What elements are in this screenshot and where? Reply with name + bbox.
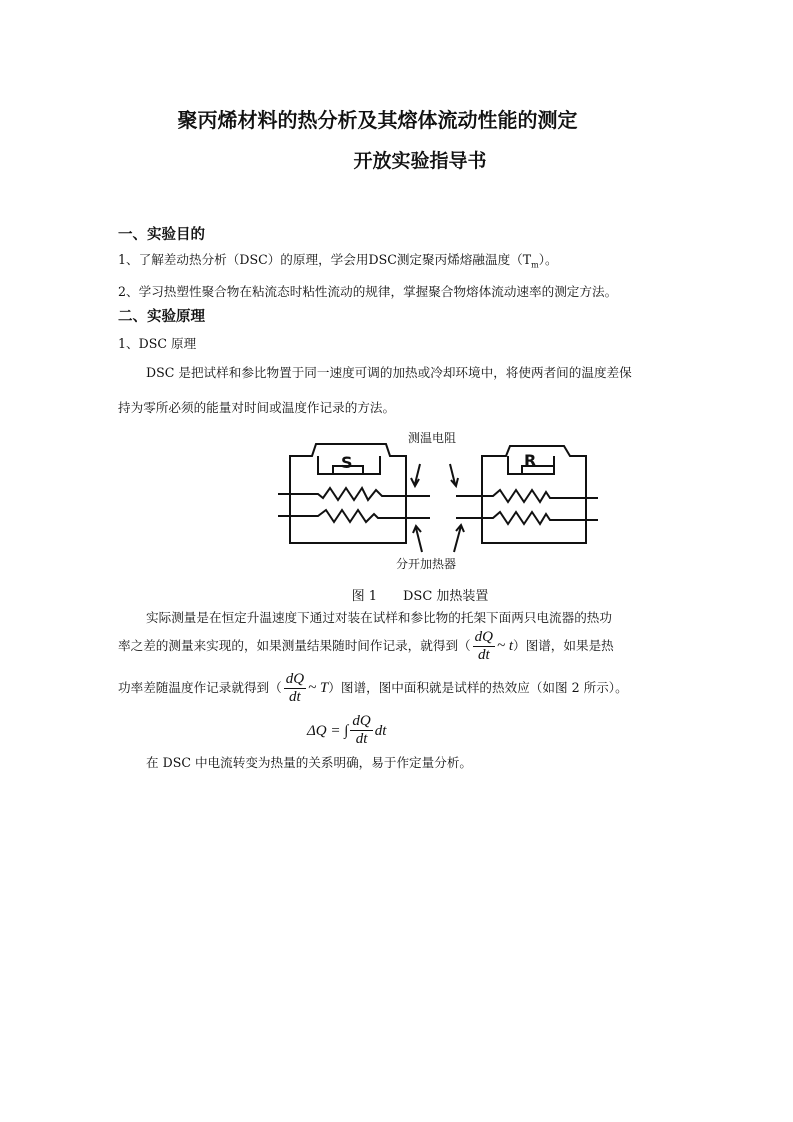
arrow-icon [454,525,464,552]
text: 功率差随温度作记录就得到（ [118,680,282,695]
title-line1: 聚丙烯材料的热分析及其熔体流动性能的测定 [177,108,578,132]
label-thermistor: 测温电阻 [408,431,457,445]
label-r: R [524,451,537,470]
text: 率之差的测量来实现的，如果测量结果随时间作记录，就得到（ [118,638,471,653]
figure-caption: 图 1 DSC 加热装置 [351,589,489,604]
subscript: m [531,260,539,270]
heater-coil [278,510,430,522]
section-heading-2: 二、实验原理 [118,309,205,325]
heater-coil [456,490,598,502]
math: dt [374,723,387,739]
den: dt [477,647,490,663]
heater-coil [456,512,598,524]
heater-coil [278,488,430,500]
objective-1-text: 1、了解差动热分析（DSC）的原理，学会用DSC测定聚丙烯熔融温度（T [118,252,532,267]
math: ΔQ = ∫ [307,723,349,739]
math: ~ T [308,680,329,696]
paragraph-line: 持为零所必须的能量对时间或温度作记录的方法。 [118,400,396,415]
objective-1 [118,249,558,270]
text: ）图谱，如果是热 [513,638,614,653]
paragraph-line: 实际测量是在恒定升温速度下通过对装在试样和参比物的托架下面两只电流器的热功 [146,610,612,625]
paragraph-line: DSC 是把试样和参比物置于同一速度可调的加热或冷却环境中，将使两者间的温度差保 [146,365,632,380]
fraction [473,629,495,664]
fraction [350,713,372,748]
math: ~ t [496,638,514,654]
paragraph-line [118,670,628,706]
subheading-dsc: 1、DSC 原理 [118,336,197,351]
section-heading-1: 一、实验目的 [118,227,205,243]
equation [307,712,386,749]
objective-1-end: ）。 [538,252,558,267]
num: dQ [352,713,371,729]
arrow-icon [411,464,420,486]
paragraph-line [118,628,614,664]
arrow-icon [413,526,422,552]
title-line2: 开放实验指导书 [353,150,487,172]
paragraph-line: 在 DSC 中电流转变为热量的关系明确，易于作定量分析。 [146,755,473,770]
label-heaters: 分开加热器 [396,557,457,571]
dsc-heater-diagram [278,428,598,573]
arrow-icon [450,464,458,486]
num: dQ [474,629,493,645]
num: dQ [285,671,305,687]
label-s: S [341,453,353,472]
fraction [284,671,306,706]
den: dt [355,731,368,747]
den: dt [289,689,301,705]
objective-2: 2、学习热塑性聚合物在粘流态时粘性流动的规律，掌握聚合物熔体流动速率的测定方法。 [118,284,618,299]
text: ）图谱，图中面积就是试样的热效应（如图 2 所示）。 [328,680,628,695]
